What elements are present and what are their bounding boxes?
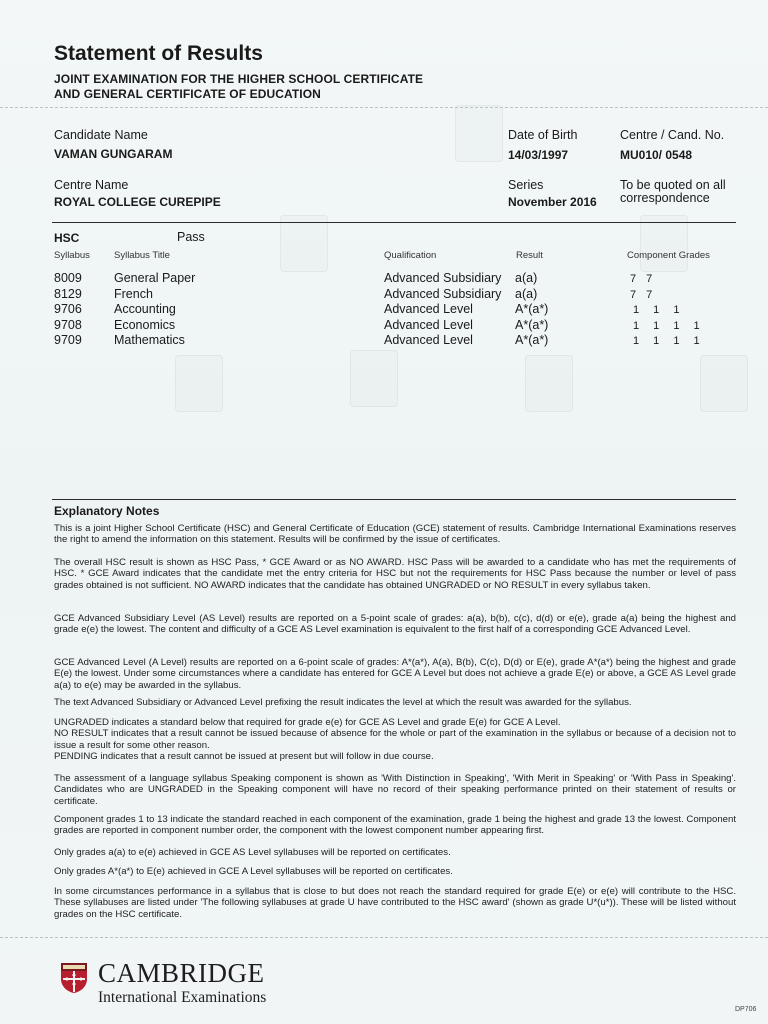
note-paragraph: The assessment of a language syllabus Speaking component is shown as 'With Distinction in Speaking', 'With Merit in Speaking' or 'With Pass in Speaking'. Candidates who are UNGRADED in the Speaking component will have no record of their speaking performance printed on their statement of results or certificate.: [54, 773, 736, 807]
date-of-birth-label: Date of Birth: [508, 128, 578, 142]
note-line: PENDING indicates that a result cannot be issued at present but will follow in due course.: [54, 751, 434, 763]
hsc-result: Pass: [177, 230, 205, 244]
note-paragraph: GCE Advanced Subsidiary Level (AS Level) results are reported on a 5-point scale of grades: a(a), b(b), c(c), d(d) or e(e), grade a(a) being the highest and grade e(e) the lowest. The content and difficulty of a GCE AS Level examination is equivalent to the first half of a corresponding GCE Advanced Level.: [54, 613, 736, 636]
result-grade: A*(a*): [515, 318, 549, 332]
syllabus-title: Mathematics: [114, 333, 185, 347]
syllabus-title: General Paper: [114, 271, 196, 285]
note-paragraph: This is a joint Higher School Certificate (HSC) and General Certificate of Education (GCE) statement of results. Cambridge International Examinations reserves the right to amend the information on this statement. Results will be confirmed by the issue of certificates.: [54, 523, 736, 546]
series-label: Series: [508, 178, 544, 192]
component-grades: 1 1 1 1: [633, 320, 700, 332]
series-value: November 2016: [508, 195, 597, 209]
qualification: Advanced Level: [384, 302, 473, 316]
col-header-qualification: Qualification: [384, 250, 437, 261]
centre-name-value: ROYAL COLLEGE CUREPIPE: [54, 195, 221, 209]
component-grades: 1 1 1 1: [633, 335, 700, 347]
syllabus-code: 9709: [54, 333, 82, 347]
watermark-crest-icon: [280, 215, 328, 272]
watermark-crest-icon: [175, 355, 223, 412]
subtitle-line-1: JOINT EXAMINATION FOR THE HIGHER SCHOOL CERTIFICATE: [54, 72, 424, 86]
qualification: Advanced Subsidiary: [384, 287, 502, 301]
syllabus-code: 8129: [54, 287, 82, 301]
note-line: UNGRADED indicates a standard below that required for grade e(e) for GCE AS Level and grade E(e) for GCE A Level.: [54, 717, 561, 728]
result-grade: A*(a*): [515, 333, 549, 347]
centre-cand-no-value: MU010/ 0548: [620, 148, 693, 162]
note-paragraph: The text Advanced Subsidiary or Advanced Level prefixing the result indicates the level at which the result was awarded for the syllabus.: [54, 697, 632, 708]
syllabus-code: 9706: [54, 302, 82, 316]
component-grades: 7 7: [630, 273, 653, 285]
watermark-crest-icon: [640, 215, 688, 272]
note-paragraph-block: [54, 717, 736, 763]
correspondence-note: [620, 179, 740, 205]
col-header-syllabus: Syllabus: [54, 250, 90, 261]
qualification: Advanced Level: [384, 333, 473, 347]
notes-top-rule: [52, 499, 736, 500]
hsc-label: HSC: [54, 231, 80, 245]
correspondence-note-line-1: To be quoted on all: [620, 178, 726, 192]
component-grades: 1 1 1: [633, 304, 680, 316]
cambridge-logo-title: CAMBRIDGE: [98, 958, 265, 988]
note-paragraph: GCE Advanced Level (A Level) results are reported on a 6-point scale of grades: A*(a*), A(a), B(b), C(c), D(d) or E(e), grade A*(a*) being the highest and grade E(e) the lowest. Under some circumstances where a candidate has entered for GCE A Level but does not achieve a grade E(e) or above, a GCE AS Level grade a(a) to e(e) may be awarded in the syllabus.: [54, 657, 736, 691]
result-grade: a(a): [515, 271, 538, 285]
note-paragraph: In some circumstances performance in a syllabus that is close to but does not reach the standard required for grade E(e) or e(e) will contribute to the HSC. These syllabuses are listed under 'The following syllabuses at grade U have contributed to the HSC award' (shown as grade U*(u*)). These will be listed without grades on the HSC certificate.: [54, 886, 736, 920]
results-top-rule: [52, 222, 736, 223]
note-line: NO RESULT indicates that a result cannot be issued because of absence for the whole or part of the examination in the syllabus or because of a decision not to issue a result for some other reason.: [54, 728, 736, 751]
explanatory-notes-heading: Explanatory Notes: [54, 504, 160, 518]
watermark-crest-icon: [455, 105, 503, 162]
result-grade: A*(a*): [515, 302, 549, 316]
watermark-crest-icon: [525, 355, 573, 412]
result-grade: a(a): [515, 287, 538, 301]
col-header-title: Syllabus Title: [114, 250, 170, 261]
cambridge-logo-subtitle: International Examinations: [98, 989, 267, 1006]
cambridge-shield-icon: [60, 962, 88, 994]
centre-cand-no-label: Centre / Cand. No.: [620, 128, 725, 142]
col-header-component-grades: Component Grades: [627, 250, 710, 261]
date-of-birth-value: 14/03/1997: [508, 148, 569, 162]
note-paragraph: Component grades 1 to 13 indicate the standard reached in each component of the examination, grade 1 being the highest and grade 13 the lowest. Component grades are reported in component number order, the component with the lowest component number appearing first.: [54, 814, 736, 837]
footer-divider: [0, 937, 768, 938]
syllabus-title: Economics: [114, 318, 176, 332]
candidate-name-label: Candidate Name: [54, 128, 148, 142]
component-grades: 7 7: [630, 289, 653, 301]
form-code: DP706: [735, 1006, 757, 1013]
note-paragraph: Only grades a(a) to e(e) achieved in GCE AS Level syllabuses will be reported on certificates.: [54, 847, 451, 858]
col-header-result: Result: [516, 250, 543, 261]
note-paragraph: The overall HSC result is shown as HSC Pass, * GCE Award or as NO AWARD. HSC Pass will be awarded to a candidate who has met the requirements of HSC. * GCE Award indicates that the candidate met the entry criteria for HSC but not the requirements for HSC Pass because the number or level of pass grades obtained is not sufficient. NO AWARD indicates that the candidate has obtained UNGRADED or NO RESULT in every syllabus taken.: [54, 557, 736, 591]
syllabus-code: 9708: [54, 318, 82, 332]
correspondence-note-line-2: correspondence: [620, 191, 710, 205]
note-paragraph: Only grades A*(a*) to E(e) achieved in GCE A Level syllabuses will be reported on certificates.: [54, 866, 453, 877]
syllabus-title: Accounting: [114, 302, 176, 316]
watermark-crest-icon: [350, 350, 398, 407]
centre-name-label: Centre Name: [54, 178, 129, 192]
qualification: Advanced Level: [384, 318, 473, 332]
syllabus-code: 8009: [54, 271, 82, 285]
header-divider: [0, 107, 768, 108]
subtitle-line-2: AND GENERAL CERTIFICATE OF EDUCATION: [54, 87, 321, 101]
watermark-crest-icon: [700, 355, 748, 412]
qualification: Advanced Subsidiary: [384, 271, 502, 285]
syllabus-title: French: [114, 287, 153, 301]
page-title: Statement of Results: [54, 42, 263, 65]
candidate-name-value: VAMAN GUNGARAM: [54, 147, 173, 161]
